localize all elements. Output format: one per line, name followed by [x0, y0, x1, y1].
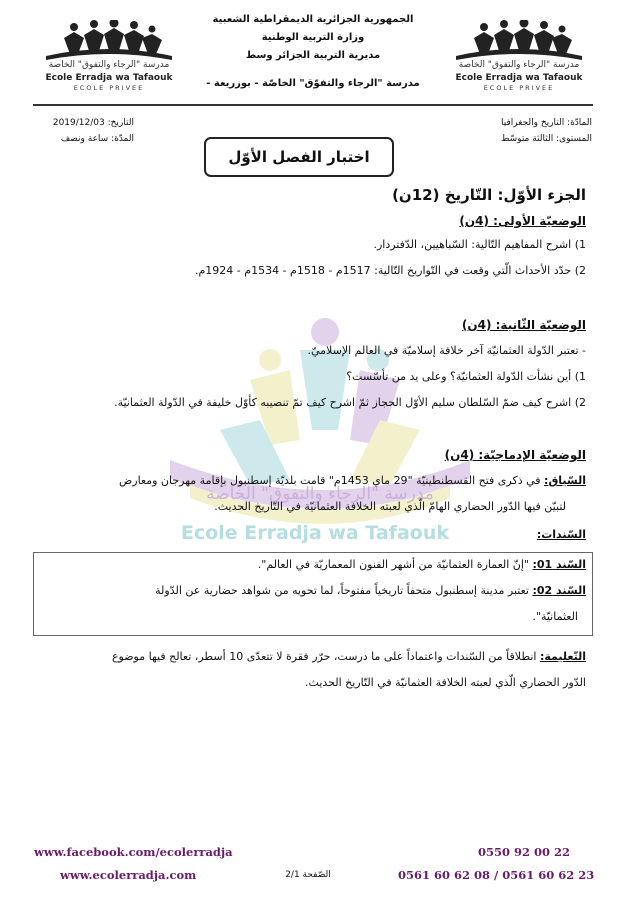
- header-divider: [33, 104, 593, 106]
- document1: [258, 558, 586, 571]
- level-label: المستوى: الثالثة متوسّط: [501, 134, 592, 144]
- logo-caption-ar: مدرسة "الرجاء والتفوق" الخاصة: [48, 60, 170, 70]
- logo-caption-en: Ecole Erradja wa Tafaouk: [455, 73, 583, 83]
- docs-label: السّندات:: [536, 528, 586, 541]
- subject-label: المادّة: التاريخ والجغرافيا: [501, 118, 592, 128]
- logo-caption-sub: ECOLE PRIVEE: [483, 84, 555, 92]
- exam-title: اختبار الفصل الأوّل: [204, 137, 394, 177]
- directorate-title: مديرية التربية الجزائر وسط: [245, 50, 381, 61]
- school-name: مدرسة "الرجاء والتفوّق" الخاصّة - بوزريعة -: [206, 78, 420, 89]
- date-label: التاريخ: 2019/12/03: [52, 118, 134, 128]
- situation2-intro: - تعتبر الدّولة العثمانيّة آخر خلافة إسلاميّة في العالم الإسلاميّ.: [307, 344, 586, 357]
- school-logo-left: [34, 20, 184, 96]
- document1-label: السّند 01:: [532, 558, 586, 571]
- document2-label: السّند 02:: [532, 584, 586, 597]
- watermark-text-ar: مدرسة "الرجاء والتفوق" الخاصة: [206, 484, 434, 504]
- footer-facebook-link[interactable]: www.facebook.com/ecolerradja: [34, 845, 233, 859]
- document2-text: تعتبر مدينة إسطنبول متحفاً تاريخياً مفتوحاً، لما تحويه من شواهد حضارية عن الدّولة: [155, 584, 529, 597]
- instruction-line2: الدّور الحضاري الّذي لعبته الخلافة العثمانيّة في التّاريخ الحديث.: [305, 676, 586, 689]
- part1-title: الجزء الأوّل: التّاريخ (12ن): [392, 186, 586, 204]
- document2-line2: العثمانيّة".: [532, 610, 578, 623]
- instruction-label: التّعليمة:: [539, 650, 586, 663]
- situation3-title: الوضعيّة الإدماجيّة: (4ن): [444, 448, 586, 462]
- footer-phone2: 0561 60 62 08 / 0561 60 62 23: [398, 868, 595, 882]
- duration-label: المدّة: ساعة ونصف: [60, 134, 134, 144]
- ministry-title: وزارة التربية الوطنية: [261, 32, 365, 43]
- school-logo-right: [444, 20, 594, 96]
- watermark-text-en: Ecole Erradja wa Tafaouk: [180, 522, 450, 544]
- context-line1: [119, 474, 586, 487]
- document1-text: "إنّ العمارة العثمانيّة من أشهر الفنون المعماريّة في العالم".: [257, 558, 529, 571]
- logo-figures-icon: [444, 20, 594, 62]
- instruction-text: انطلاقاً من السّندات واعتماداً على ما درست، حرّر فقرة لا تتعدّى 10 أسطر، تعالج فيها موضوع: [111, 650, 537, 663]
- logo-caption-ar: مدرسة "الرجاء والتفوق" الخاصة: [458, 60, 580, 70]
- republic-title: الجمهورية الجزائرية الديمقراطية الشعبية: [212, 14, 414, 25]
- logo-caption-sub: ECOLE PRIVEE: [73, 84, 145, 92]
- context-label: السّياق:: [544, 474, 586, 487]
- situation1-question2: 2) حدّد الأحداث الّتي وقعت في التّواريخ التّالية: 1517م - 1518م - 1534م - 1924م.: [194, 264, 586, 277]
- situation2-question1: 1) أين نشأت الدّولة العثمانيّة؟ وعلى يد من تأسّست؟: [346, 370, 586, 383]
- instruction-line1: [112, 650, 586, 663]
- situation1-title: الوضعيّة الأولى: (4ن): [459, 214, 586, 228]
- situation1-question1: 1) اشرح المفاهيم التّالية: السّباهيين، الدّفتردار.: [373, 238, 586, 251]
- footer-phone1: 0550 92 00 22: [478, 845, 571, 859]
- page-number: الصّفحة 2/1: [285, 870, 331, 880]
- logo-caption-en: Ecole Erradja wa Tafaouk: [45, 73, 173, 83]
- situation2-question2: 2) اشرح كيف ضمّ السّلطان سليم الأوّل الحجاز ثمّ اشرح كيف تمّ تنصيبه كأوّل خليفة في الدّولة العثمانيّة.: [114, 396, 586, 409]
- logo-figures-icon: [34, 20, 184, 62]
- context-line2: لتبيّن فيها الدّور الحضاري الهامّ الّذي لعبته الخلافة العثمانيّة في التّاريخ الحديث.: [214, 500, 566, 513]
- footer-website-link[interactable]: www.ecolerradja.com: [60, 868, 197, 882]
- document2-line1: [155, 584, 586, 597]
- situation2-title: الوضعيّة الثّانية: (4ن): [461, 318, 586, 332]
- context-text: في ذكرى فتح القسطنطينيّة "29 ماي 1453م" قامت بلديّة إسطنبول بإقامة مهرجان ومعارض: [118, 474, 541, 487]
